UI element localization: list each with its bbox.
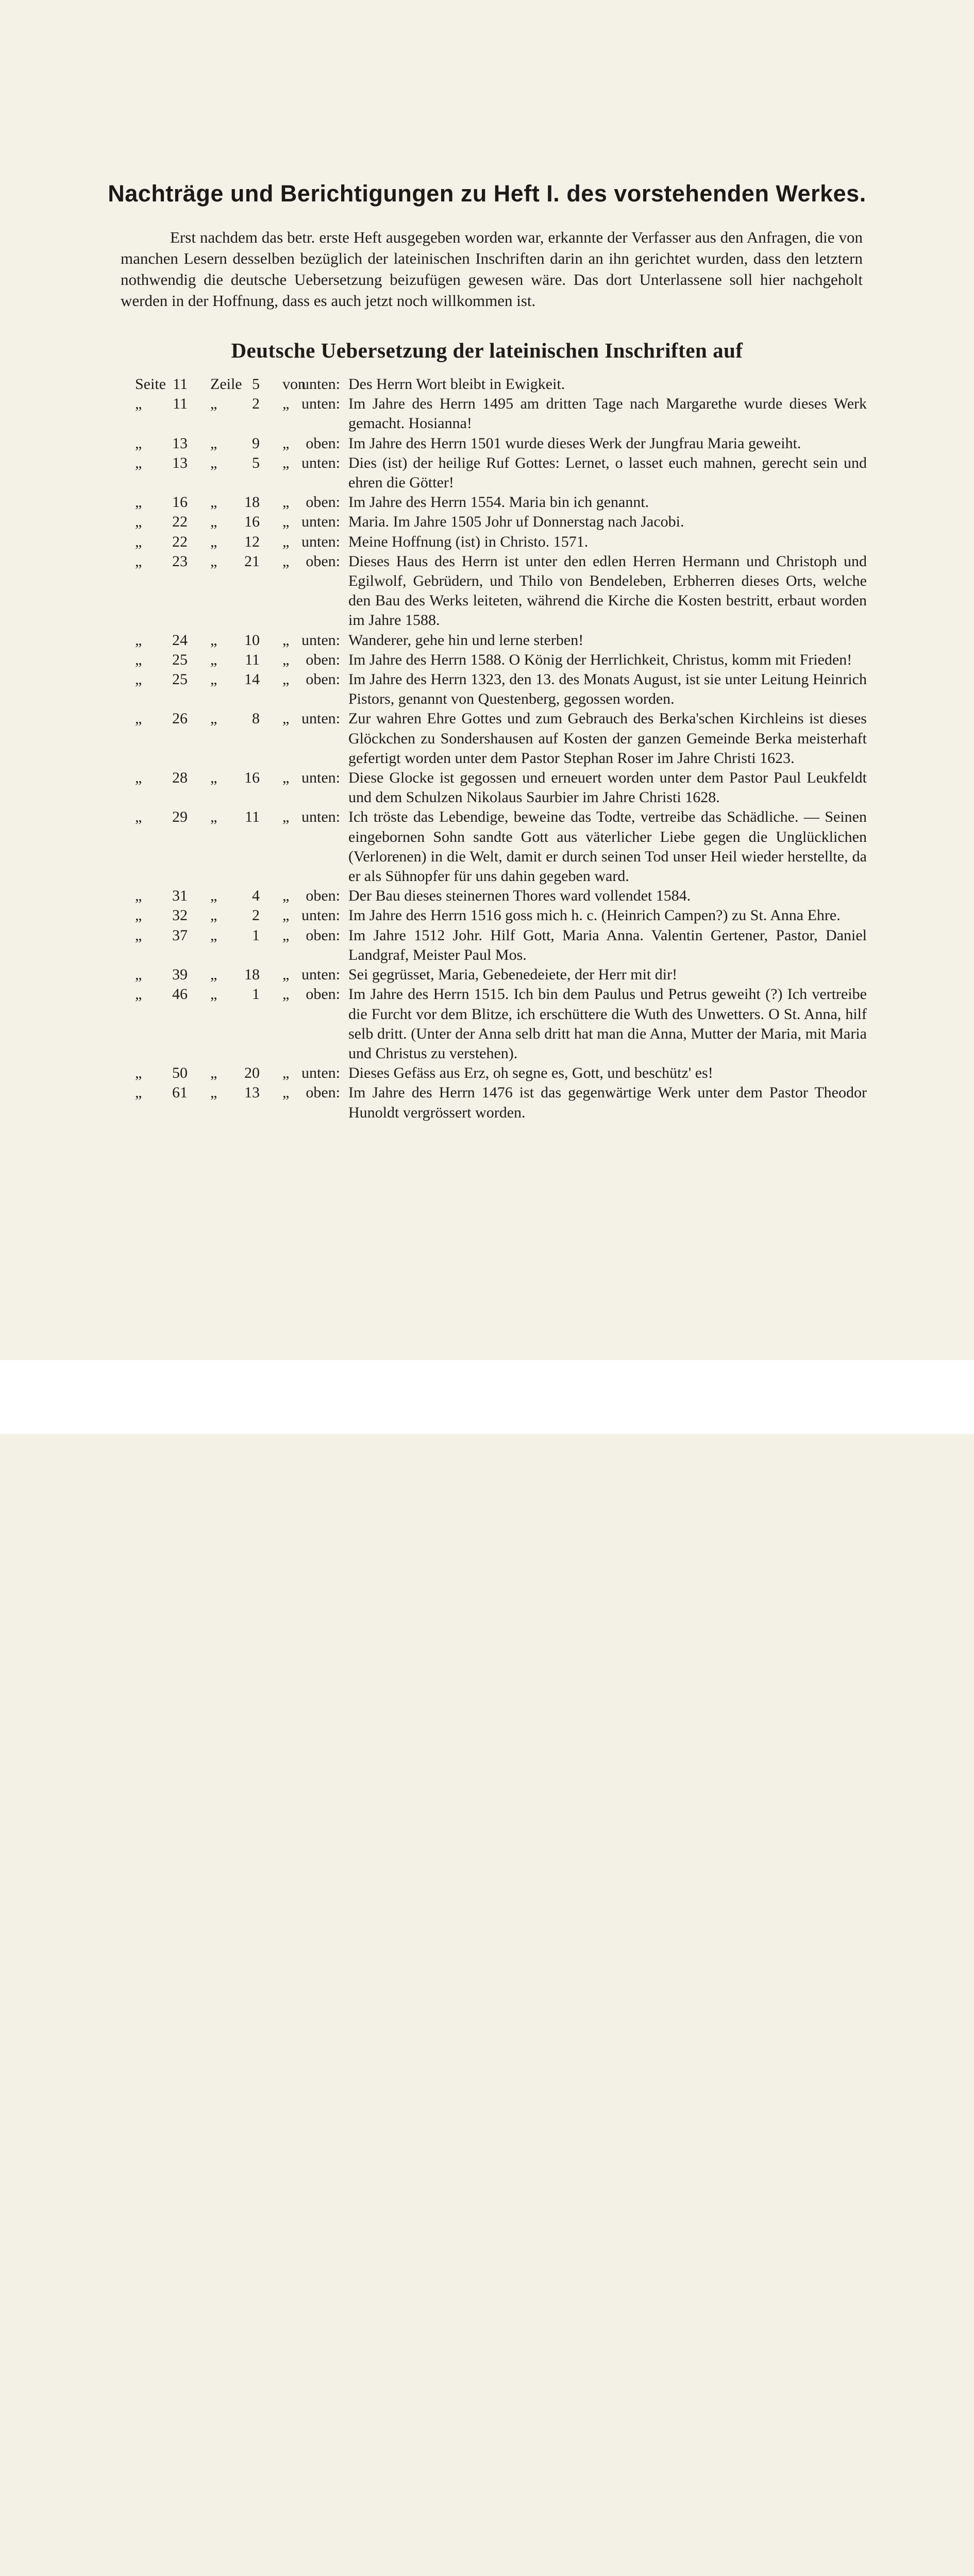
line-number: 13	[244, 1084, 260, 1101]
seite-label: „	[135, 494, 142, 511]
position-label: oben:	[306, 651, 340, 668]
translation-text: Im Jahre des Herrn 1323, den 13. des Monats August, ist sie unter Leitung Heinrich Pistors, genannt von Questenberg, gegossen worden.	[348, 671, 867, 708]
translation-text: Im Jahre des Herrn 1476 ist das gegenwärtige Werk unter dem Pastor Theodor Hunoldt vergrössert worden.	[348, 1084, 867, 1121]
position-label: unten:	[301, 769, 340, 787]
position-label: oben:	[306, 552, 340, 570]
page-number: 50	[172, 1064, 188, 1082]
zeile-label: „	[210, 887, 217, 905]
von-label: „	[282, 434, 290, 452]
translation-text: Maria. Im Jahre 1505 Johr uf Donnerstag nach Jacobi.	[348, 513, 684, 531]
position-label: oben:	[306, 986, 340, 1003]
line-number: 5	[252, 454, 260, 471]
zeile-label: „	[210, 769, 217, 787]
position-label: oben:	[306, 926, 340, 944]
von-label: „	[282, 986, 290, 1003]
line-number: 5	[252, 376, 260, 393]
translation-entry	[120, 1063, 867, 1083]
page-number: 29	[172, 808, 188, 826]
translation-text: Dieses Gefäss aus Erz, oh segne es, Gott, und beschütz' es!	[348, 1064, 713, 1082]
translation-entry	[120, 768, 867, 807]
line-number: 12	[244, 533, 260, 550]
translation-list	[120, 375, 867, 1123]
translation-text: Der Bau dieses steinernen Thores ward vollendet 1584.	[348, 887, 691, 905]
von-label: „	[282, 926, 290, 944]
seite-label: „	[135, 1084, 142, 1101]
translation-entry	[120, 512, 867, 532]
position-label: oben:	[306, 671, 340, 688]
seite-label: „	[135, 887, 142, 905]
translation-entry	[120, 434, 867, 453]
von-label: „	[282, 533, 290, 550]
page-number: 11	[173, 395, 188, 413]
translation-text: Ich tröste das Lebendige, beweine das Todte, vertreibe das Schädliche. — Seinen eingebornen Sohn sandte Gott aus väterlicher Liebe gegen die Unglücklichen (Verlorenen) in die Welt, damit er durch seinen Tod unser Heil wieder herstellte, da er als Sühnopfer für uns dahin gegeben ward.	[348, 808, 867, 885]
zeile-label: „	[210, 494, 217, 511]
seite-label: „	[135, 769, 142, 787]
seite-label: „	[135, 631, 142, 649]
zeile-label: „	[210, 395, 217, 413]
intro-paragraph	[121, 227, 863, 311]
seite-label: „	[135, 651, 142, 668]
translation-entry	[120, 375, 867, 394]
translation-text: Wanderer, gehe hin und lerne sterben!	[348, 631, 584, 649]
translation-entry	[120, 552, 867, 631]
position-label: unten:	[301, 631, 340, 649]
translation-entry	[120, 394, 867, 433]
position-label: unten:	[301, 395, 340, 413]
zeile-label: „	[210, 454, 217, 471]
zeile-label: „	[210, 671, 217, 688]
page-number: 24	[172, 631, 188, 649]
translation-entry	[120, 709, 867, 768]
position-label: unten:	[301, 533, 340, 550]
seite-label: „	[135, 552, 142, 570]
page-number: 32	[172, 907, 188, 924]
line-number: 1	[252, 986, 260, 1003]
seite-label: „	[135, 1064, 142, 1082]
zeile-label: „	[210, 907, 217, 924]
position-label: oben:	[306, 1084, 340, 1101]
von-label: „	[282, 494, 290, 511]
position-label: oben:	[306, 494, 340, 511]
position-label: unten:	[301, 966, 340, 984]
page-number: 22	[172, 533, 188, 550]
seite-label: „	[135, 395, 142, 413]
translation-text: Des Herrn Wort bleibt in Ewigkeit.	[348, 376, 565, 393]
page-number: 46	[172, 986, 188, 1003]
seite-label: „	[135, 710, 142, 727]
translation-text: Im Jahre des Herrn 1516 goss mich h. c. (Heinrich Campen?) zu St. Anna Ehre.	[348, 907, 841, 924]
page-number: 39	[172, 966, 188, 984]
seite-label: „	[135, 926, 142, 944]
zeile-label: „	[210, 552, 217, 570]
von-label: „	[282, 671, 290, 688]
line-number: 14	[244, 671, 260, 688]
line-number: 16	[244, 513, 260, 531]
zeile-label: Zeile	[210, 376, 242, 393]
translation-entry	[120, 532, 867, 552]
position-label: unten:	[301, 376, 340, 393]
translation-text: Dies (ist) der heilige Ruf Gottes: Lernet, o lasset euch mahnen, gerecht sein und ehren die Götter!	[348, 454, 867, 492]
von-label: „	[282, 769, 290, 787]
page-number: 25	[172, 671, 188, 688]
von-label: „	[282, 808, 290, 826]
position-label: oben:	[306, 434, 340, 452]
page-number: 37	[172, 926, 188, 944]
seite-label: „	[135, 533, 142, 550]
intro-text: Erst nachdem das betr. erste Heft ausgegeben worden war, erkannte der Verfasser aus den Anfragen, die von manchen Lesern desselben bezüglich der lateinischen Inschriften darin an ihn gerichtet wurden, dass den letztern nothwendig die deutsche Uebersetzung beizufügen gewesen wäre. Das dort Unterlassene soll hier nachgeholt werden in der Hoffnung, dass es auch jetzt noch willkommen ist.	[121, 228, 863, 310]
translation-text: Im Jahre des Herrn 1554. Maria bin ich genannt.	[348, 494, 649, 511]
von-label: „	[282, 513, 290, 531]
translation-entry	[120, 807, 867, 886]
zeile-label: „	[210, 966, 217, 984]
footer-bar	[0, 1360, 974, 1434]
position-label: unten:	[301, 1064, 340, 1082]
translation-text: Im Jahre des Herrn 1501 wurde dieses Werk der Jungfrau Maria geweiht.	[348, 434, 801, 452]
zeile-label: „	[210, 808, 217, 826]
translation-text: Im Jahre des Herrn 1515. Ich bin dem Paulus und Petrus geweiht (?) Ich vertreibe die Furcht vor dem Blitze, ich erschüttere die Wuth des Unwetters. O St. Anna, hilf selb dritt. (Unter der Anna selb dritt hat man die Anna, Mutter der Maria, mit Maria und Christus zu verstehen).	[348, 986, 867, 1062]
seite-label: „	[135, 671, 142, 688]
position-label: oben:	[306, 887, 340, 905]
line-number: 16	[244, 769, 260, 787]
translation-entry	[120, 493, 867, 512]
zeile-label: „	[210, 1084, 217, 1101]
translation-entry	[120, 906, 867, 925]
line-number: 9	[252, 434, 260, 452]
von-label: „	[282, 454, 290, 471]
zeile-label: „	[210, 926, 217, 944]
seite-label: „	[135, 513, 142, 531]
von-label: „	[282, 1064, 290, 1082]
translation-text: Im Jahre des Herrn 1588. O König der Herrlichkeit, Christus, komm mit Frieden!	[348, 651, 852, 668]
line-number: 18	[244, 966, 260, 984]
page-number: 61	[172, 1084, 188, 1101]
line-number: 21	[244, 552, 260, 570]
von-label: „	[282, 395, 290, 413]
von-label: „	[282, 1084, 290, 1101]
von-label: „	[282, 907, 290, 924]
von-label: „	[282, 887, 290, 905]
line-number: 4	[252, 887, 260, 905]
page-title: Nachträge und Berichtigungen zu Heft I. des vorstehenden Werkes.	[108, 180, 866, 207]
seite-label: „	[135, 986, 142, 1003]
translation-text: Sei gegrüsset, Maria, Gebenedeiete, der Herr mit dir!	[348, 966, 678, 984]
zeile-label: „	[210, 986, 217, 1003]
page-number: 25	[172, 651, 188, 668]
translation-text: Dieses Haus des Herrn ist unter den edlen Herren Hermann und Christoph und Egilwolf, Gebrüdern, und Thilo von Bendeleben, Erbherren dieses Orts, welche den Bau des Werks leiteten, während die Kirche die Kosten bestritt, erbaut worden im Jahre 1588.	[348, 552, 867, 629]
zeile-label: „	[210, 434, 217, 452]
page-number: 22	[172, 513, 188, 531]
translation-entry	[120, 926, 867, 965]
von-label: „	[282, 710, 290, 727]
position-label: unten:	[301, 513, 340, 531]
line-number: 2	[252, 395, 260, 413]
translation-entry	[120, 631, 867, 650]
translation-text: Diese Glocke ist gegossen und erneuert worden unter dem Pastor Paul Leukfeldt und dem Schulzen Nikolaus Saurbier im Jahre Christi 1628.	[348, 769, 867, 806]
line-number: 2	[252, 907, 260, 924]
page-number: 31	[172, 887, 188, 905]
section-heading: Deutsche Uebersetzung der lateinischen Inschriften auf	[231, 338, 743, 362]
page-number: 16	[172, 494, 188, 511]
page-number: 26	[172, 710, 188, 727]
seite-label: Seite	[135, 376, 166, 393]
zeile-label: „	[210, 513, 217, 531]
page-number: 13	[172, 454, 188, 471]
seite-label: „	[135, 907, 142, 924]
seite-label: „	[135, 808, 142, 826]
translation-entry	[120, 650, 867, 670]
line-number: 11	[245, 651, 260, 668]
page-number: 23	[172, 552, 188, 570]
translation-entry	[120, 965, 867, 985]
zeile-label: „	[210, 1064, 217, 1082]
line-number: 10	[244, 631, 260, 649]
line-number: 18	[244, 494, 260, 511]
seite-label: „	[135, 966, 142, 984]
translation-entry	[120, 1083, 867, 1122]
zeile-label: „	[210, 533, 217, 550]
translation-entry	[120, 886, 867, 906]
translation-entry	[120, 985, 867, 1063]
position-label: unten:	[301, 710, 340, 727]
position-label: unten:	[301, 907, 340, 924]
line-number: 8	[252, 710, 260, 727]
line-number: 20	[244, 1064, 260, 1082]
zeile-label: „	[210, 631, 217, 649]
line-number: 1	[252, 926, 260, 944]
translation-text: Im Jahre des Herrn 1495 am dritten Tage nach Margarethe wurde dieses Werk gemacht. Hosianna!	[348, 395, 867, 432]
zeile-label: „	[210, 710, 217, 727]
line-number: 11	[245, 808, 260, 826]
translation-text: Im Jahre 1512 Johr. Hilf Gott, Maria Anna. Valentin Gertener, Pastor, Daniel Landgraf, Meister Paul Mos.	[348, 926, 867, 963]
seite-label: „	[135, 434, 142, 452]
translation-entry	[120, 453, 867, 493]
von-label: „	[282, 552, 290, 570]
translation-entry	[120, 670, 867, 709]
seite-label: „	[135, 454, 142, 471]
translation-text: Zur wahren Ehre Gottes und zum Gebrauch des Berka'schen Kirchleins ist dieses Glöckchen zu Sondershausen auf Kosten der ganzen Gemeinde Berka meisterhaft gefertigt worden unter dem Pastor Stephan Roser im Jahre Christi 1623.	[348, 710, 867, 767]
page-number: 11	[173, 376, 188, 393]
von-label: von	[282, 376, 306, 393]
page-number: 28	[172, 769, 188, 787]
position-label: unten:	[301, 808, 340, 826]
page-number: 13	[172, 434, 188, 452]
von-label: „	[282, 651, 290, 668]
zeile-label: „	[210, 651, 217, 668]
translation-text: Meine Hoffnung (ist) in Christo. 1571.	[348, 533, 589, 550]
von-label: „	[282, 631, 290, 649]
position-label: unten:	[301, 454, 340, 471]
von-label: „	[282, 966, 290, 984]
